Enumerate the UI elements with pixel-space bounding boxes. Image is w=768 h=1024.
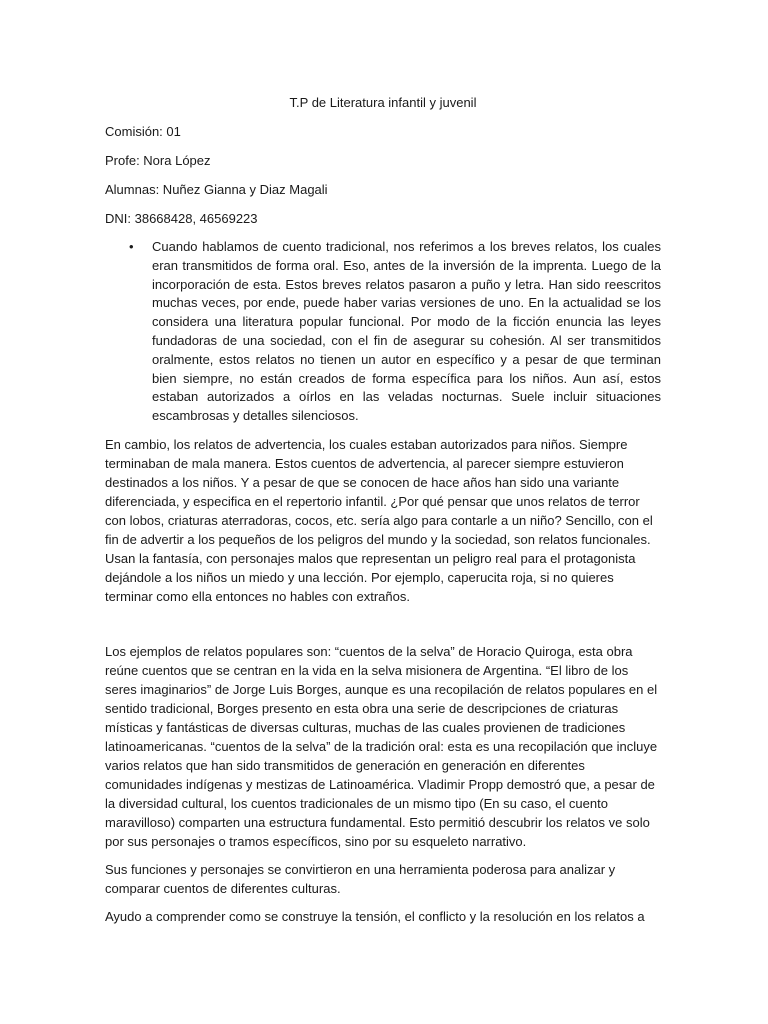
profe-line: Profe: Nora López bbox=[105, 153, 211, 168]
bullet-icon: • bbox=[129, 239, 134, 254]
empty-line bbox=[105, 615, 661, 642]
paragraph-funciones: Sus funciones y personajes se convirtieron en una herramienta poderosa para analizar y comparar cuentos de diferentes culturas. bbox=[105, 861, 616, 896]
document-title: T.P de Literatura infantil y juvenil bbox=[289, 95, 477, 110]
document-body bbox=[105, 93, 661, 935]
bullet-paragraph-text: Cuando hablamos de cuento tradicional, nos referimos a los breves relatos, los cuales eran transmitidos de forma oral. Eso, antes de la inversión de la imprenta. Luego de la incorporación de esta. Estos breves relatos pasaron a puño y letra. Han sido reescritos muchas veces, por ende, puede haber varias versiones de uno. En la actualidad se los considera una literatura popular funcional. Por modo de la ficción enuncia las leyes fundadoras de una sociedad, con el fin de asegurar su cohesión. Al ser transmitidos oralmente, estos relatos no tienen un autor en específico y a pesar de que terminan bien siempre, no están creados de forma específica para los niños. Aun así, estos estaban autorizados a oírlos en las veladas nocturnas. Suele incluir situaciones escambrosas y detalles silenciosos. bbox=[152, 239, 661, 424]
comision-line: Comisión: 01 bbox=[105, 124, 181, 139]
dni-line: DNI: 38668428, 46569223 bbox=[105, 211, 258, 226]
paragraph-ejemplos: Los ejemplos de relatos populares son: “cuentos de la selva” de Horacio Quiroga, esta obra reúne cuentos que se centran en la vida en la selva misionera de Argentina. “El libro de los seres imaginarios” de Jorge Luis Borges, aunque es una recopilación de relatos populares en el sentido tradicional, Borges presento en esta obra una serie de descripciones de criaturas místicas y fantásticas de diversas culturas, muchas de las cuales provienen de tradiciones latinoamericanas. “cuentos de la selva” de la tradición oral: esta es una recopilación que incluye varios relatos que han sido transmitidos de generación en generación en diferentes comunidades indígenas y mestizas de Latinoamérica. Vladimir Propp demostró que, a pesar de la diversidad cultural, los cuentos tradicionales de un mismo tipo (En su caso, el cuento maravilloso) comparten una estructura fundamental. Esto permitió descubrir los relatos ve solo por sus personajes o tramos específicos, sino por su esqueleto narrativo. bbox=[105, 643, 658, 849]
paragraph-ayudo: Ayudo a comprender como se construye la tensión, el conflicto y la resolución en los relatos a bbox=[105, 908, 645, 924]
alumnas-line: Alumnas: Nuñez Gianna y Diaz Magali bbox=[105, 182, 328, 197]
bullet-list-item bbox=[105, 238, 661, 426]
paragraph-advertencia: En cambio, los relatos de advertencia, los cuales estaban autorizados para niños. Siempre terminaban de mala manera. Estos cuentos de advertencia, al parecer siempre estuvieron destinados a los niños. Y a pesar de que se conocen de hace años han sido una variante diferenciada, y especifica en el repertorio infantil. ¿Por qué pensar que unos relatos de terror con lobos, criaturas aterradoras, cocos, etc. sería algo para contarle a un niño? Sencillo, con el fin de advertir a los pequeños de los peligros del mundo y la sociedad, son relatos funcionales. Usan la fantasía, con personajes malos que representan un peligro real para el protagonista dejándole a los niños un miedo y una lección. Por ejemplo, caperucita roja, si no quieres terminar como ella entonces no hables con extraños. bbox=[105, 436, 653, 604]
